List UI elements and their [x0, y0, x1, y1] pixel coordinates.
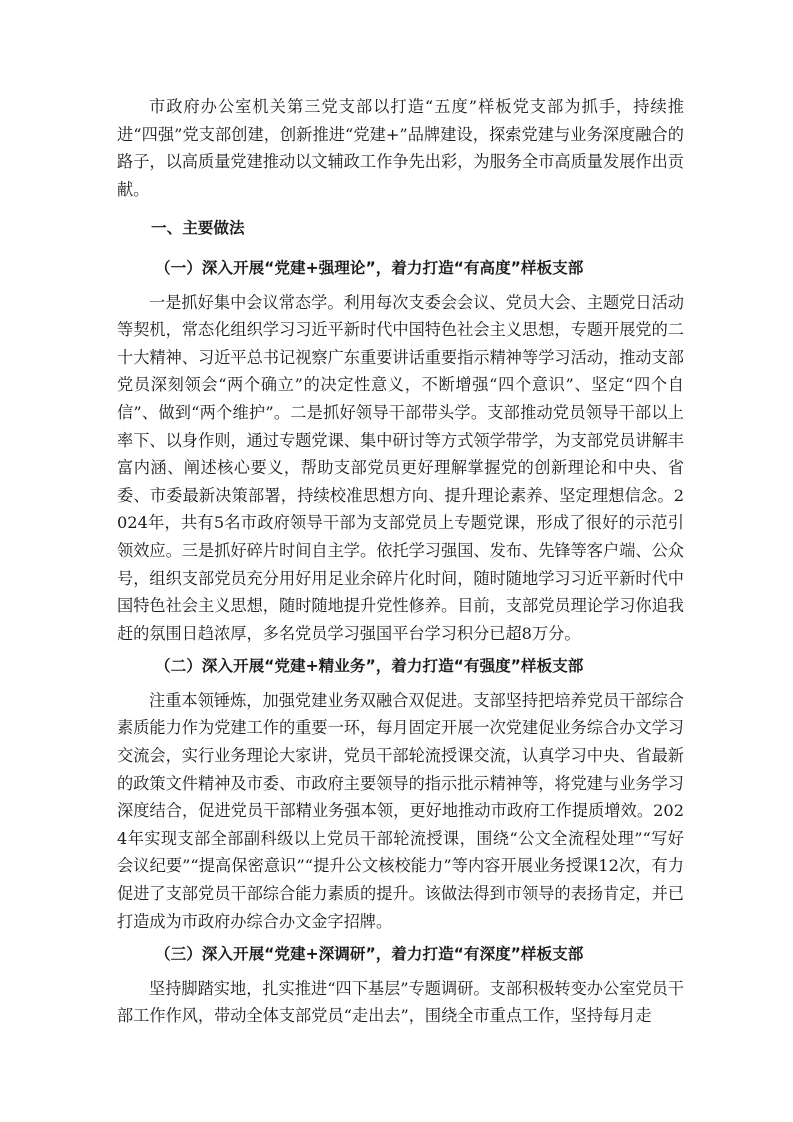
subsection-heading-2: （二）深入开展“党建+精业务”，着力打造“有强度”样板支部 — [155, 657, 584, 676]
intro-paragraph: 市政府办公室机关第三党支部以打造“五度”样板党支部为抓手，持续推进“四强”党支部创建，创新推进“党建+”品牌建设，探索党建与业务深度融合的路子，以高质量党建推动以文辅政工作争先出彩，为服务全市高质量发展作出贡献。 — [117, 97, 684, 199]
section-heading-main-practices: 一、主要做法 — [151, 219, 245, 238]
subsection-2-paragraph: 注重本领锤炼，加强党建业务双融合双促进。支部坚持把培养党员干部综合素质能力作为党建工作的重要一环，每月固定开展一次党建促业务综合办文学习交流会，实行业务理论大家讲，党员干部轮流授课交流，认真学习中央、省最新的政策文件精神及市委、市政府主要领导的指示批示精神等，将党建与业务学习深度结合，促进党员干部精业务强本领，更好地推动市政府工作提质增效。2024年实现支部全部副科级以上党员干部轮流授课，围绕“公文全流程处理”“写好会议纪要”“提高保密意识”“提升公文核校能力”等内容开展业务授课12次，有力促进了支部党员干部综合能力素质的提升。该做法得到市领导的表扬肯定，并已打造成为市政府办综合办文金字招牌。 — [117, 690, 684, 931]
subsection-heading-1: （一）深入开展“党建+强理论”，着力打造“有高度”样板支部 — [155, 258, 584, 277]
subsection-1-paragraph: 一是抓好集中会议常态学。利用每次支委会会议、党员大会、主题党日活动等契机，常态化组织学习习近平新时代中国特色社会主义思想，专题开展党的二十大精神、习近平总书记视察广东重要讲话重要指示精神等学习活动，推动支部党员深刻领会“两个确立”的决定性意义，不断增强“四个意识”、坚定“四个自信”、做到“两个维护”。二是抓好领导干部带头学。支部推动党员领导干部以上率下、以身作则，通过专题党课、集中研讨等方式领学带学，为支部党员讲解丰富内涵、阐述核心要义，帮助支部党员更好理解掌握党的创新理论和中央、省委、市委最新决策部署，持续校准思想方向、提升理论素养、坚定理想信念。2024年，共有5名市政府领导干部为支部党员上专题党课，形成了很好的示范引领效应。三是抓好碎片时间自主学。依托学习强国、发布、先锋等客户端、公众号，组织支部党员充分用好用足业余碎片化时间，随时随地学习习近平新时代中国特色社会主义思想，随时随地提升党性修养。目前，支部党员理论学习你追我赶的氛围日趋浓厚，多名党员学习强国平台学习积分已超8万分。 — [117, 292, 684, 643]
subsection-3-paragraph: 坚持脚踏实地，扎实推进“四下基层”专题调研。支部积极转变办公室党员干部工作作风，带动全体支部党员“走出去”，围绕全市重点工作，坚持每月走 — [117, 978, 684, 1026]
document-body — [117, 93, 684, 1030]
subsection-heading-3: （三）深入开展“党建+深调研”，着力打造“有深度”样板支部 — [155, 945, 584, 964]
